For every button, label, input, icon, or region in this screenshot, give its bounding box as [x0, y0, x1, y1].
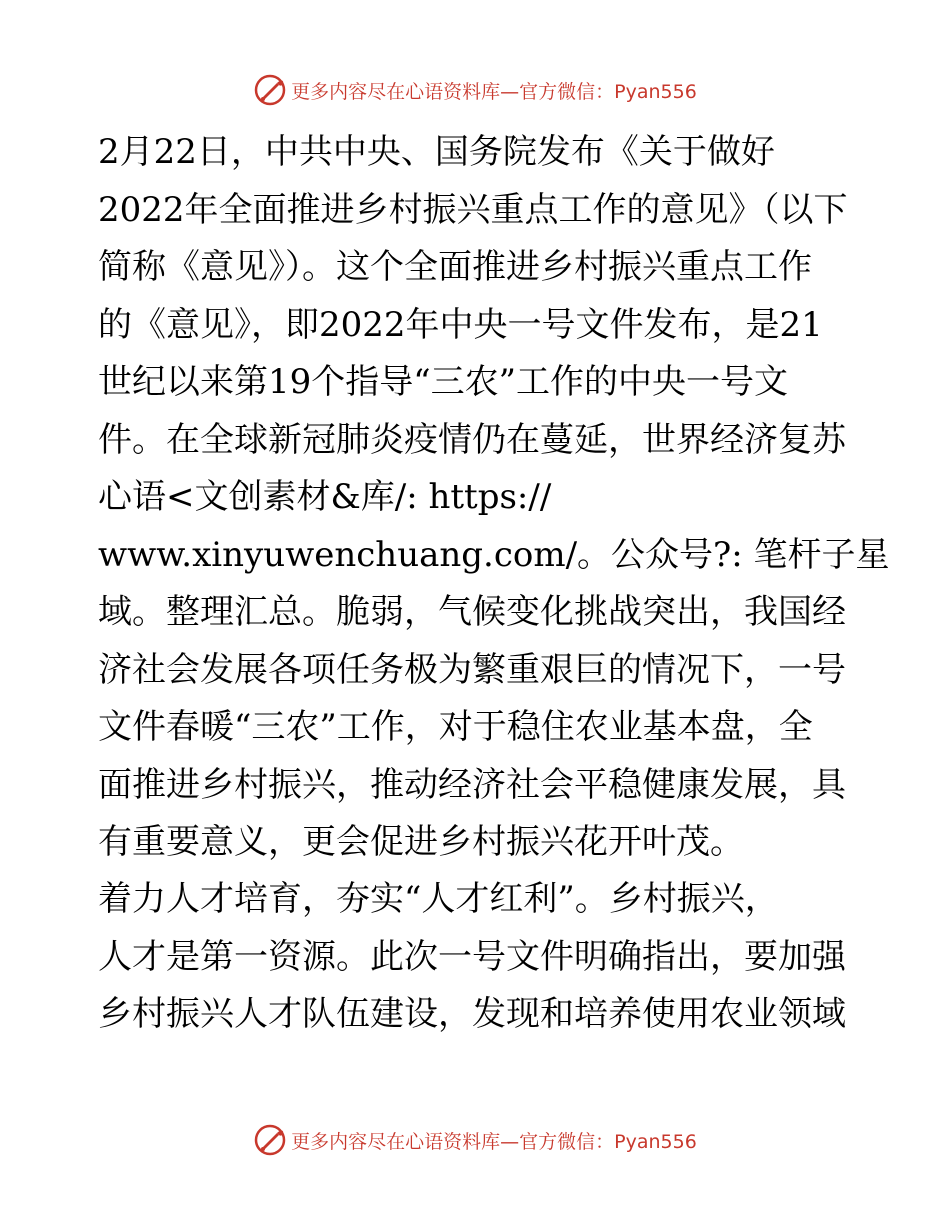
paragraph-line: 2月22日，中共中央、国务院发布《关于做好	[98, 132, 775, 172]
paragraph-line: 人才是第一资源。此次一号文件明确指出，要加强	[98, 936, 846, 977]
paragraph-line: 有重要意义，更会促进乡村振兴花开叶茂。	[98, 822, 744, 862]
footer-banner-text: 更多内容尽在心语资料库—官方微信：Pyan556	[291, 1130, 697, 1153]
paragraph-line: 乡村振兴人才队伍建设，发现和培养使用农业领域	[98, 994, 846, 1034]
quill-pen-logo-icon	[253, 1123, 287, 1157]
footer-watermark-banner	[0, 1120, 950, 1160]
paragraph-line: 域。整理汇总。脆弱，气候变化挑战突出，我国经	[98, 592, 846, 632]
header-watermark-banner	[0, 70, 950, 110]
paragraph-line: 简称《意见》）。这个全面推进乡村振兴重点工作	[98, 247, 812, 287]
quill-pen-logo-icon	[253, 73, 287, 107]
paragraph-line: 2022年全面推进乡村振兴重点工作的意见》（以下	[98, 189, 848, 230]
paragraph-2	[98, 871, 858, 1044]
paragraph-line: www.xinyuwenchuang.com/。公众号?: 笔杆子星	[98, 534, 890, 575]
paragraph-line: 的《意见》，即2022年中央一号文件发布，是21	[98, 304, 823, 345]
paragraph-line: 心语<文创素材&库/: https://	[98, 477, 552, 517]
paragraph-line: 着力人才培育，夯实“人才红利”。乡村振兴，	[98, 879, 779, 919]
paragraph-1	[98, 124, 890, 872]
header-banner-text: 更多内容尽在心语资料库—官方微信：Pyan556	[291, 80, 697, 103]
paragraph-line: 件。在全球新冠肺炎疫情仍在蔓延，世界经济复苏	[98, 419, 846, 460]
paragraph-line: 面推进乡村振兴，推动经济社会平稳健康发展，具	[98, 764, 846, 805]
paragraph-line: 济社会发展各项任务极为繁重艰巨的情况下，一号	[98, 649, 846, 690]
paragraph-line: 世纪以来第19个指导“三农”工作的中央一号文	[98, 362, 789, 402]
paragraph-line: 文件春暖“三农”工作，对于稳住农业基本盘，全	[98, 707, 813, 747]
